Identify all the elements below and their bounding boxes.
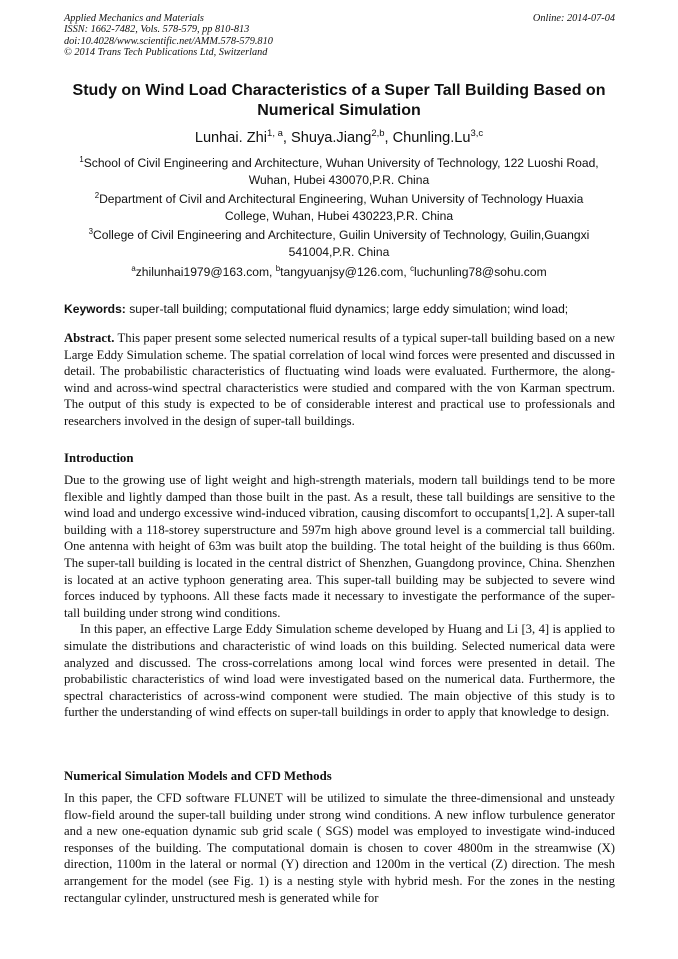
keywords	[64, 302, 624, 316]
journal-header	[64, 13, 273, 59]
numerical-body	[64, 790, 615, 906]
affiliation-number: 1	[79, 154, 84, 164]
author-superscript: 2,b	[371, 128, 385, 140]
affiliation-number: 2	[94, 190, 100, 200]
keywords-label: Keywords:	[64, 302, 126, 316]
affiliation-line: School of Civil Engineering and Architecture, Wuhan University of Technology, 122 Luoshi Road,	[83, 156, 599, 170]
email-b[interactable]: tangyuanjsy@126.com,	[280, 265, 411, 279]
affiliation-2	[60, 191, 618, 225]
affiliation-line: 541004,P.R. China	[288, 245, 390, 260]
introduction-body	[64, 472, 615, 721]
affiliation-number: 3	[88, 226, 94, 236]
author-superscript: 3,c	[470, 128, 484, 140]
author-separator: ,	[282, 130, 291, 146]
abstract	[64, 330, 615, 430]
author-name: Chunling.Lu	[392, 130, 471, 146]
abstract-label: Abstract.	[64, 331, 115, 345]
journal-name: Applied Mechanics and Materials	[64, 13, 204, 24]
section-heading-numerical: Numerical Simulation Models and CFD Methods	[64, 769, 332, 783]
author-list	[60, 129, 618, 147]
email-list	[60, 264, 618, 281]
author-separator: ,	[384, 130, 393, 146]
doi-line[interactable]: doi:10.4028/www.scientific.net/AMM.578-579.810	[64, 35, 273, 47]
online-date: Online: 2014-07-04	[532, 13, 615, 24]
author-name: Shuya.Jiang	[290, 130, 372, 146]
title-line-1: Study on Wind Load Characteristics of a Super Tall Building Based on	[72, 82, 606, 99]
title-line-2: Numerical Simulation	[257, 102, 421, 119]
keywords-text: super-tall building; computational fluid dynamics; large eddy simulation; wind load;	[125, 302, 569, 316]
author-superscript: 1, a	[267, 128, 283, 140]
affiliation-line: Department of Civil and Architectural Engineering, Wuhan University of Technology Huaxia	[99, 192, 584, 206]
paragraph: In this paper, the CFD software FLUNET will be utilized to simulate the three-dimensional and unsteady flow-field around the super-tall building under strong wind conditions. A new inflow turbulence generator and a new one-equation dynamic sub grid scale ( SGS) model was employed to investigate wind-induced responses of the building. The computational domain is chosen to cover 4800m in the streamwise (X) direction, 1100m in the lateral or normal (Y) direction and 1200m in the vertical (Z) direction. The mesh arrangement for the model (see Fig. 1) is a nesting style with hybrid mesh. For the zones in the nesting rectangular cylinder, unstructured mesh is generated while for	[64, 791, 615, 905]
paragraph: Due to the growing use of light weight and high-strength materials, modern tall buildings tend to be more flexible and lightly damped than those built in the past. As a result, these tall buildings are sensitive to the wind load and undergo excessive wind-induced vibration, causing discomfort to occupants[1,2]. A super-tall building with a 118-storey superstructure and 597m high above ground level is a commercial tall building. One antenna with height of 63m was built atop the building. The total height of the building is thus 660m. The super-tall building is located in the central district of Shenzhen, Guangdong province, China. Shenzhen is located at an active typhoon generating area. This super-tall building may be subjected to severe wind forces induced by typhoons. All these facts made it necessary to investigate the performance of the super-tall building under strong wind conditions.	[64, 473, 615, 620]
paper-title	[60, 81, 618, 121]
abstract-text: This paper present some selected numerical results of a typical super-tall building based on a new Large Eddy Simulation scheme. The spatial correlation of local wind forces were presented and discussed in detail. The probabilistic characteristics of fluctuating wind loads were evaluated. Furthermore, the along-wind and across-wind spectral characteristics were studied and compared with the von Karman spectrum. The output of this study is expected to be of considerable interest and practical use to professionals and researchers involved in the design of super-tall buildings.	[64, 331, 615, 428]
author-name: Lunhai. Zhi	[194, 130, 268, 146]
email-a[interactable]: zhilunhai1979@163.com,	[135, 265, 276, 279]
email-c[interactable]: luchunling78@sohu.com	[414, 265, 547, 279]
email-superscript: c	[410, 263, 415, 273]
affiliation-3	[60, 227, 618, 261]
email-superscript: a	[131, 263, 136, 273]
section-heading-introduction: Introduction	[64, 451, 134, 465]
affiliation-line: College of Civil Engineering and Architecture, Guilin University of Technology, Guilin,Guangxi	[93, 228, 590, 242]
email-superscript: b	[275, 263, 281, 273]
issn-line: ISSN: 1662-7482, Vols. 578-579, pp 810-813	[64, 24, 250, 36]
copyright-line: © 2014 Trans Tech Publications Ltd, Switzerland	[64, 47, 268, 59]
affiliation-1	[60, 155, 618, 189]
affiliation-line: Wuhan, Hubei 430070,P.R. China	[248, 173, 430, 188]
paragraph: In this paper, an effective Large Eddy Simulation scheme developed by Huang and Li [3, 4] is applied to simulate the distributions and characteristic of wind loads on this building. Selected numerical data were analyzed and discussed. The cross-correlations among local wind forces were presented in detail. The probabilistic characteristics of wind load were investigated based on the numerical data. Furthermore, the spectral characteristics of across-wind component were studied. The main objective of this study is to further the understanding of wind effects on super-tall buildings in order to apply that knowledge to design.	[64, 622, 615, 720]
affiliation-line: College, Wuhan, Hubei 430223,P.R. China	[224, 209, 454, 224]
